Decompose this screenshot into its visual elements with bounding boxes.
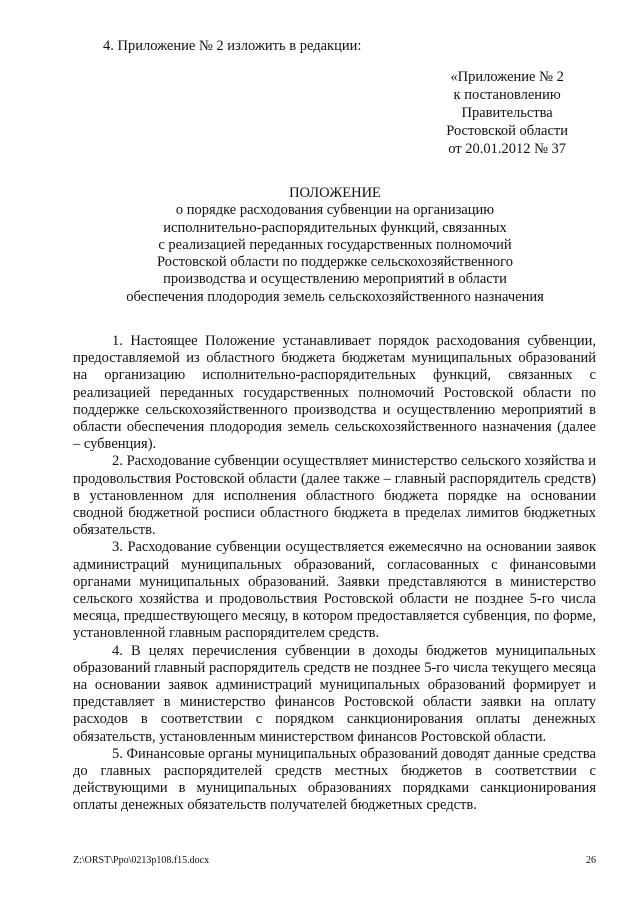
footer-page-number: 26 <box>586 855 596 866</box>
footer-file-path: Z:\ORST\Ppo\0213p108.f15.docx <box>73 855 210 866</box>
appendix-header-line: от 20.01.2012 № 37 <box>448 141 567 157</box>
intro-line: 4. Приложение № 2 изложить в редакции: <box>103 38 362 54</box>
title-heading: ПОЛОЖЕНИЕ <box>289 185 381 201</box>
title-line: обеспечения плодородия земель сельскохозяйственного назначения <box>126 288 544 305</box>
paragraph-5: 5. Финансовые органы муниципальных образований доводят данные средства до главных распорядителей средств местных бюджетов в соответствии с действующими в муниципальных образованиях порядками санкционирования оплаты денежных обязательств получателей бюджетных средств. <box>73 745 596 814</box>
title-line: о порядке расходования субвенции на организацию <box>175 202 495 219</box>
appendix-header-line: «Приложение № 2 <box>450 69 564 85</box>
title-line: исполнительно-распорядительных функций, связанных <box>163 219 507 236</box>
title-line: с реализацией переданных государственных полномочий <box>158 236 512 253</box>
paragraph-2: 2. Расходование субвенции осуществляет министерство сельского хозяйства и продовольствия Ростовской области (далее также – главный распорядитель средств) в установленном для исполнения областного бюджета порядке на основании сводной бюджетной росписи областного бюджета в пределах лимитов бюджетных обязательств. <box>73 453 596 539</box>
document-title <box>70 185 600 306</box>
appendix-header-line: Ростовской области <box>446 123 568 139</box>
document-body <box>73 333 596 815</box>
title-line: производства и осуществлению мероприятий в области <box>163 271 507 288</box>
paragraph-1: 1. Настоящее Положение устанавливает порядок расходования субвенции, предоставляемой из областного бюджета бюджетам муниципальных образований на организацию исполнительно-распорядительных функций, связанных с реализацией переданных государственных полномочий Ростовской области по поддержке сельскохозяйственного производства и осуществлению мероприятий в области обеспечения плодородия земель сельскохозяйственного назначения (далее – субвенция). <box>73 333 596 453</box>
title-line: Ростовской области по поддержке сельскохозяйственного <box>156 254 514 271</box>
appendix-header-line: Правительства <box>461 105 553 121</box>
paragraph-4: 4. В целях перечисления субвенции в доходы бюджетов муниципальных образований главный распорядитель средств не позднее 5-го числа текущего месяца на основании заявок администраций муниципальных образований формирует и представляет в министерство финансов Ростовской области заявки на оплату расходов в соответствии с порядком санкционирования оплаты денежных обязательств, установленным министерством финансов Ростовской области. <box>73 642 596 745</box>
paragraph-3: 3. Расходование субвенции осуществляется ежемесячно на основании заявок администраций муниципальных образований, согласованных с финансовыми органами муниципальных образований. Заявки представляются в министерство сельского хозяйства и продовольствия Ростовской области не позднее 5-го числа месяца, предшествующего месяцу, в котором предоставляется субвенция, по форме, установленной главным распорядителем средств. <box>73 539 596 642</box>
appendix-header <box>446 68 568 158</box>
appendix-header-line: к постановлению <box>453 87 561 103</box>
